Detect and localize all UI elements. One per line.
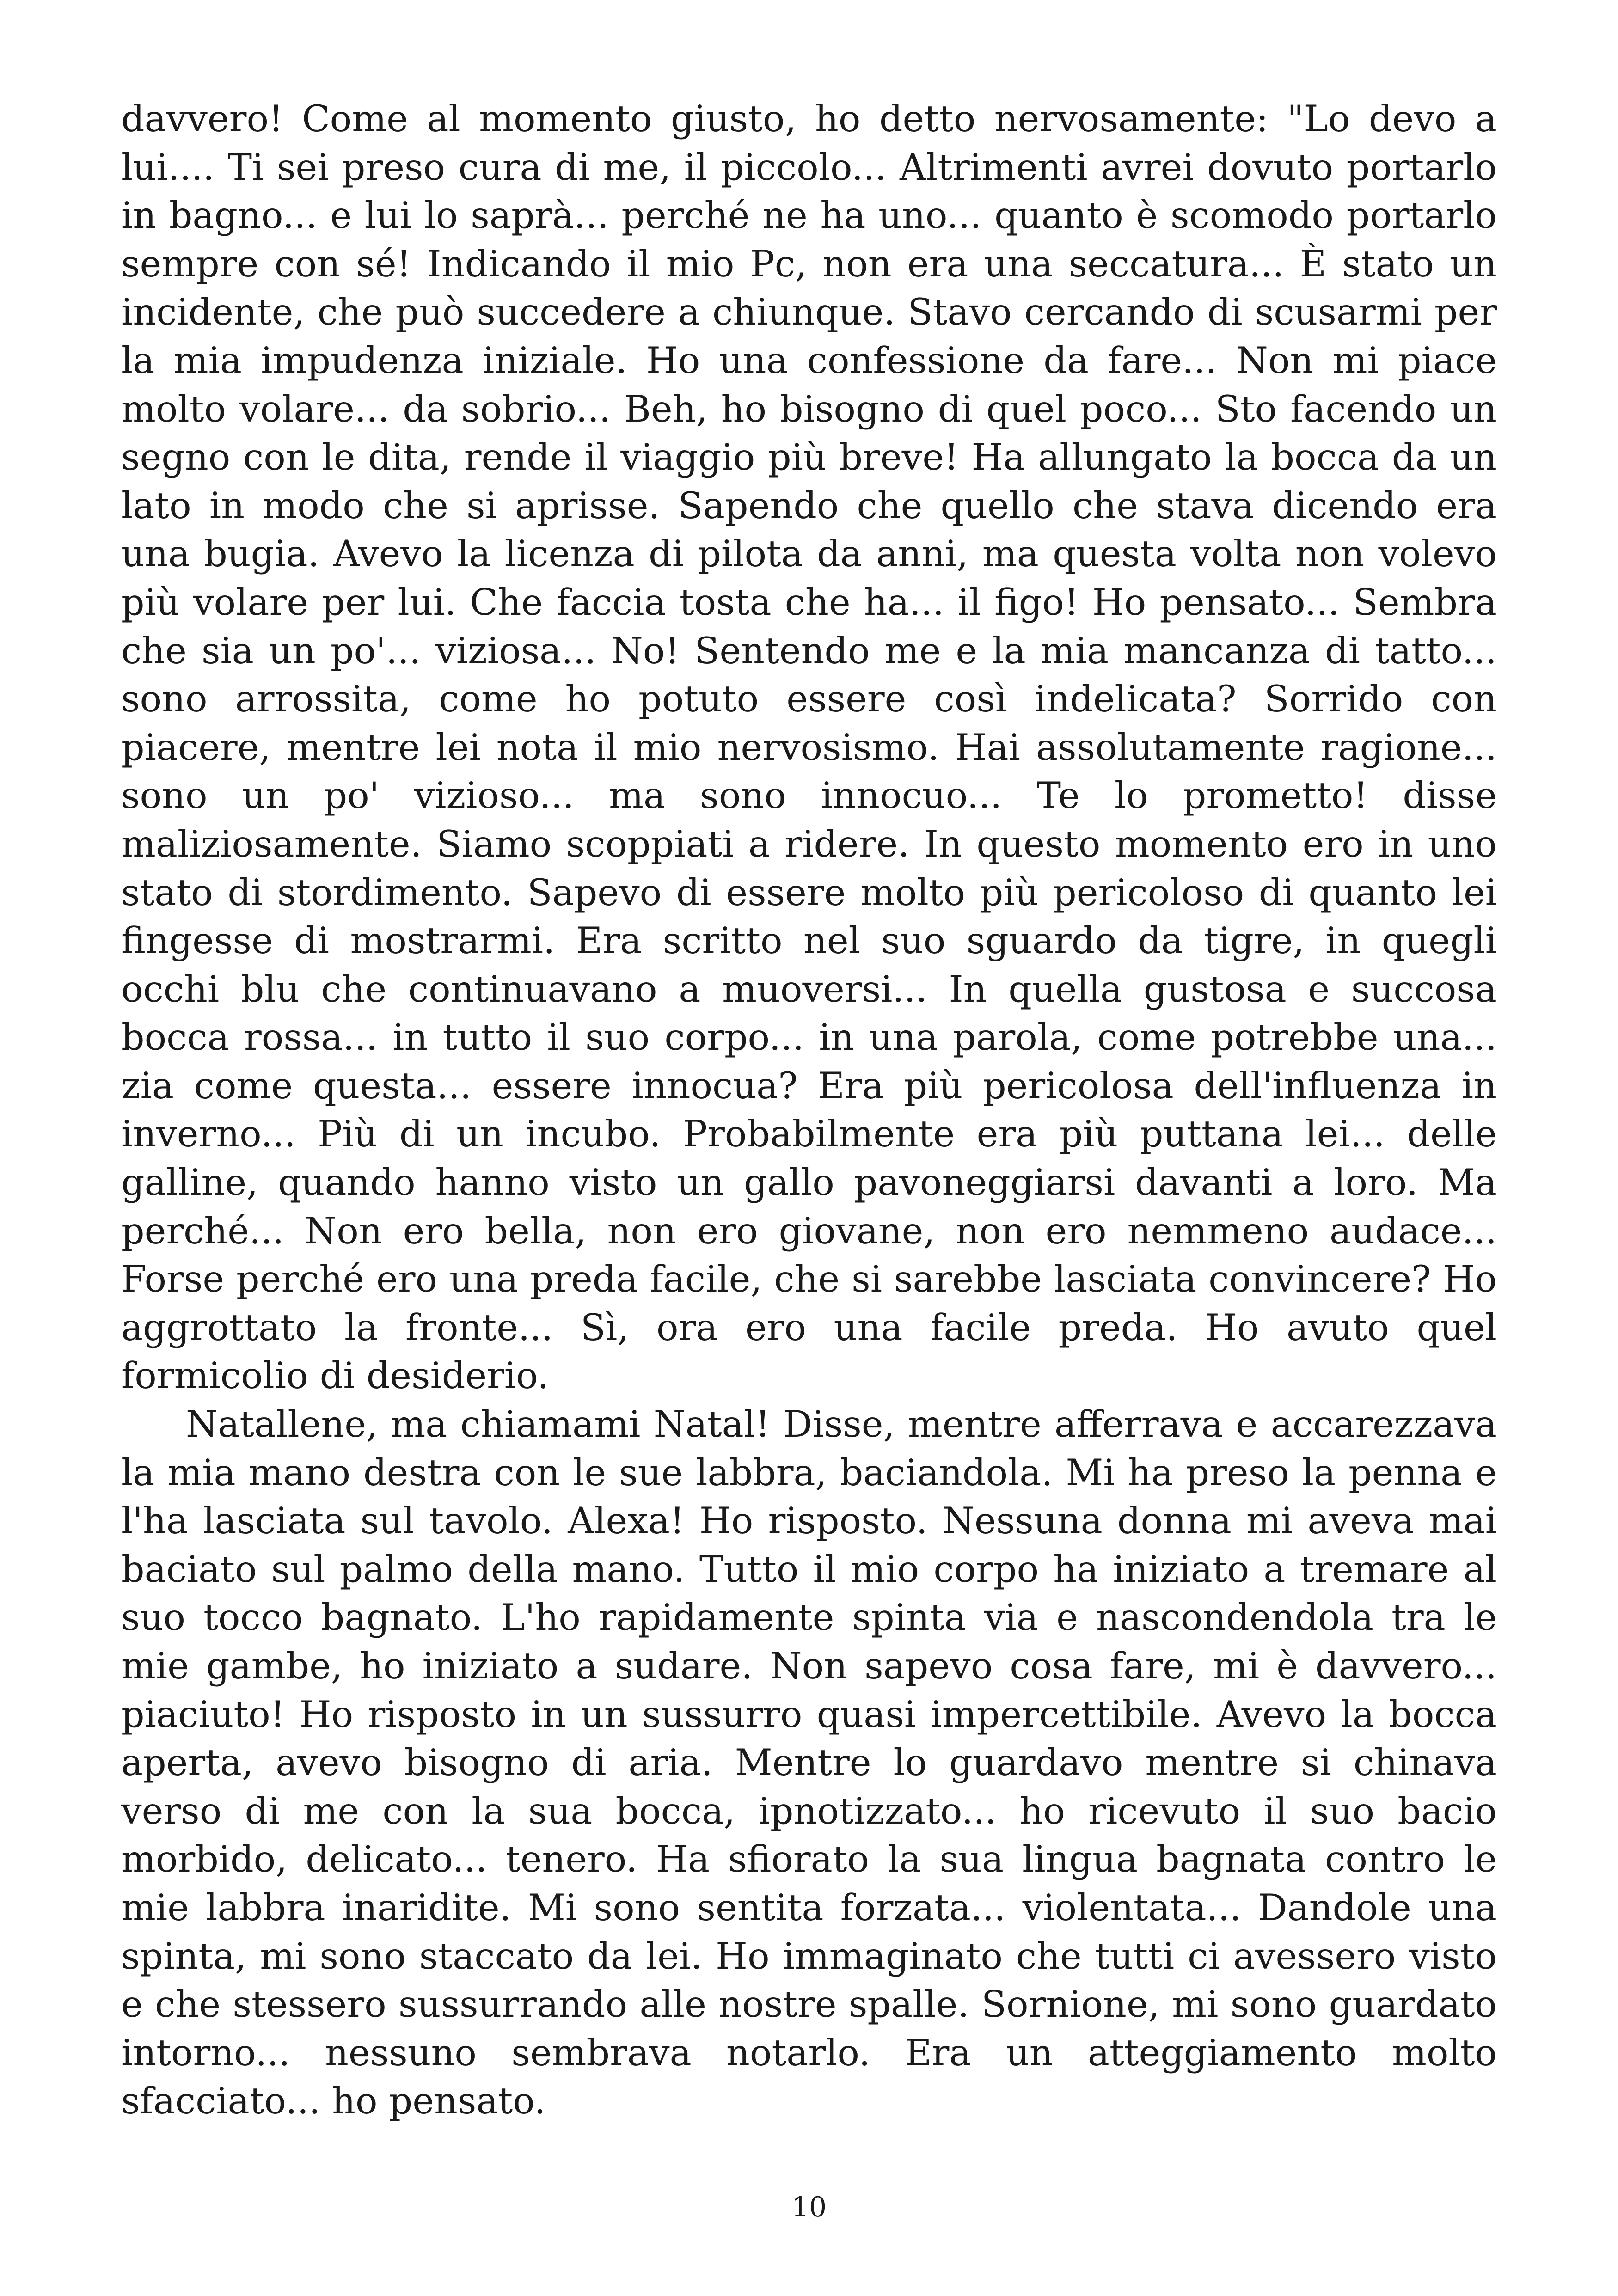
paragraph-1: davvero! Come al momento giusto, ho detto nervosamente: "Lo devo a lui.... Ti sei preso cura di me, il piccolo... Altrimenti avrei dovuto portarlo in bagno... e lui lo saprà... perché ne ha uno... quanto è scomodo portarlo sempre con sé! Indicando il mio Pc, non era una seccatura... È stato un incidente, che può succedere a chiunque. Stavo cercando di scusarmi per la mia impudenza iniziale. Ho una confessione da fare... Non mi piace molto volare... da sobrio... Beh, ho bisogno di quel poco... Sto facendo un segno con le dita, rende il viaggio più breve! Ha allungato la bocca da un lato in modo che si aprisse. Sapendo che quello che stava dicendo era una bugia. Avevo la licenza di pilota da anni, ma questa volta non volevo più volare per lui. Che faccia tosta che ha... il figo! Ho pensato... Sembra che sia un po'... viziosa... No! Sentendo me e la mia mancanza di tatto... sono arrossita, come ho potuto essere così indelicata? Sorrido con piacere, mentre lei nota il mio nervosismo. Hai assolutamente ragione... sono un po' vizioso... ma sono innocuo... Te lo prometto! disse maliziosamente. Siamo scoppiati a ridere. In questo momento ero in uno stato di stordimento. Sapevo di essere molto più pericoloso di quanto lei fingesse di mostrarmi. Era scritto nel suo sguardo da tigre, in quegli occhi blu che continuavano a muoversi... In quella gustosa e succosa bocca rossa... in tutto il suo corpo... in una parola, come potrebbe una... zia come questa... essere innocua? Era più pericolosa dell'influenza in inverno... Più di un incubo. Probabilmente era più puttana lei... delle galline, quando hanno visto un gallo pavoneggiarsi davanti a loro. Ma perché... Non ero bella, non ero giovane, non ero nemmeno audace... Forse perché ero una preda facile, che si sarebbe lasciata convincere? Ho aggrottato la fronte... Sì, ora ero una facile preda. Ho avuto quel formicolio di desiderio. — [121, 98, 1497, 1397]
paragraph-2: Natallene, ma chiamami Natal! Disse, mentre afferrava e accarezzava la mia mano destra con le sue labbra, baciandola. Mi ha preso la penna e l'ha lasciata sul tavolo. Alexa! Ho risposto. Nessuna donna mi aveva mai baciato sul palmo della mano. Tutto il mio corpo ha iniziato a tremare al suo tocco bagnato. L'ho rapidamente spinta via e nascondendola tra le mie gambe, ho iniziato a sudare. Non sapevo cosa fare, mi è davvero... piaciuto! Ho risposto in un sussurro quasi impercettibile. Avevo la bocca aperta, avevo bisogno di aria. Mentre lo guardavo mentre si chinava verso di me con la sua bocca, ipnotizzato... ho ricevuto il suo bacio morbido, delicato... tenero. Ha sfiorato la sua lingua bagnata contro le mie labbra inaridite. Mi sono sentita forzata... violentata... Dandole una spinta, mi sono staccato da lei. Ho immaginato che tutti ci avessero visto e che stessero sussurrando alle nostre spalle. Sornione, mi sono guardato intorno... nessuno sembrava notarlo. Era un atteggiamento molto sfacciato... ho pensato. — [121, 1403, 1497, 2123]
page-number: 10 — [791, 2191, 827, 2223]
body-text — [121, 95, 1497, 2125]
